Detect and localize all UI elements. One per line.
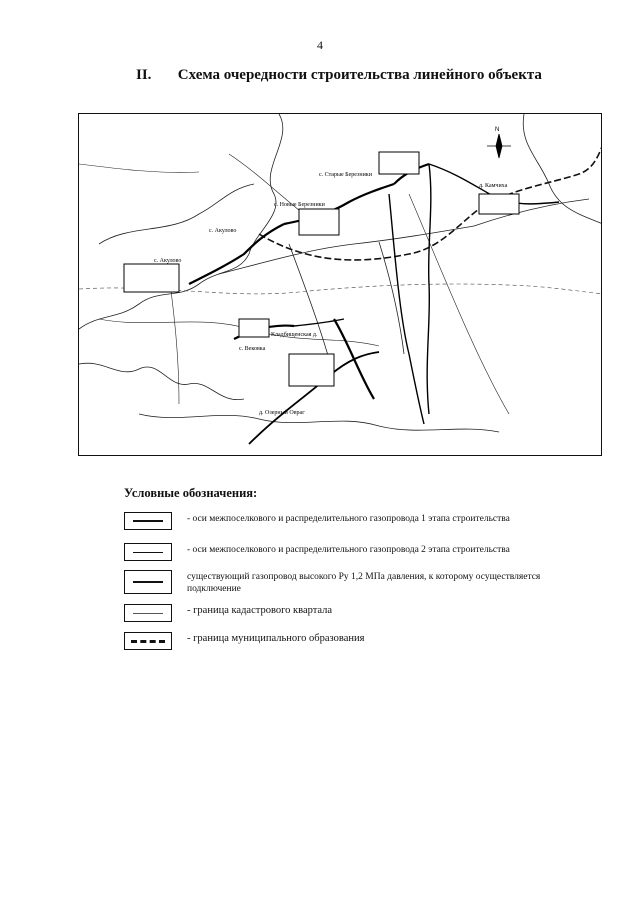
settlement-label: с. Новые Березники [274,202,325,208]
legend-text-cadastral: - граница кадастрового квартала [187,605,333,616]
section-heading [136,67,542,84]
legend-title: Условные обозначения: [124,486,258,500]
settlement-block [379,152,419,174]
terrain-outline [523,114,602,224]
settlement-block [289,354,334,386]
page-number: 4 [317,38,323,52]
settlement-label: д. Озерный Овраг [259,410,305,416]
settlement-block [479,194,519,214]
settlement-block [239,319,269,337]
settlement-label: с. Вековка [239,346,266,352]
legend-item-existing-pipeline [124,570,584,598]
legend-item-stage2 [124,543,584,567]
terrain-outline [79,363,244,399]
pipeline-stage1 [189,224,284,284]
legend-swatch-existing [124,570,172,594]
cadastral-boundary [409,194,509,414]
section-number: II. [136,67,152,83]
river-outline [79,114,283,329]
road [219,226,474,274]
compass-label: N [495,127,500,133]
legend-swatch-cadastral [124,604,172,622]
legend-text-existing: существующий газопровод высокого Ру 1,2 МПа давления, к которому осуществляется подключение [187,572,541,594]
map-drawing [79,114,602,456]
construction-scheme-map [78,113,602,456]
legend-swatch-stage2 [124,543,172,561]
legend-item-cadastral [124,604,584,628]
settlement-block [299,209,339,235]
road [379,242,404,354]
settlement-label: Кладбищенская д. [271,332,318,338]
settlement-label: с. Старые Березники [319,172,372,178]
settlement-label: с. Акулово [209,228,237,234]
pipeline-stage2 [389,194,424,424]
legend-swatch-municipal [124,632,172,650]
forest-boundary [99,184,254,244]
compass-icon [487,134,511,158]
legend-item-municipal [124,632,584,656]
road [289,244,329,359]
cadastral-boundary [79,164,199,172]
section-title: Схема очередности строительства линейного объекта [177,67,542,83]
settlement-block [124,264,179,292]
settlement-label: д. Камчиха [479,183,508,189]
legend-swatch-stage1 [124,512,172,530]
pipeline-stage2 [427,164,431,414]
legend-text-municipal: - граница муниципального образования [187,633,365,644]
legend-text-stage1: - оси межпоселкового и распределительного газопровода 1 этапа строительства [187,514,510,524]
legend-text-stage2: - оси межпоселкового и распределительного газопровода 2 этапа строительства [187,545,510,555]
terrain-outline [139,414,499,432]
legend-item-stage1 [124,512,584,536]
settlement-label: с. Акулово [154,258,182,264]
